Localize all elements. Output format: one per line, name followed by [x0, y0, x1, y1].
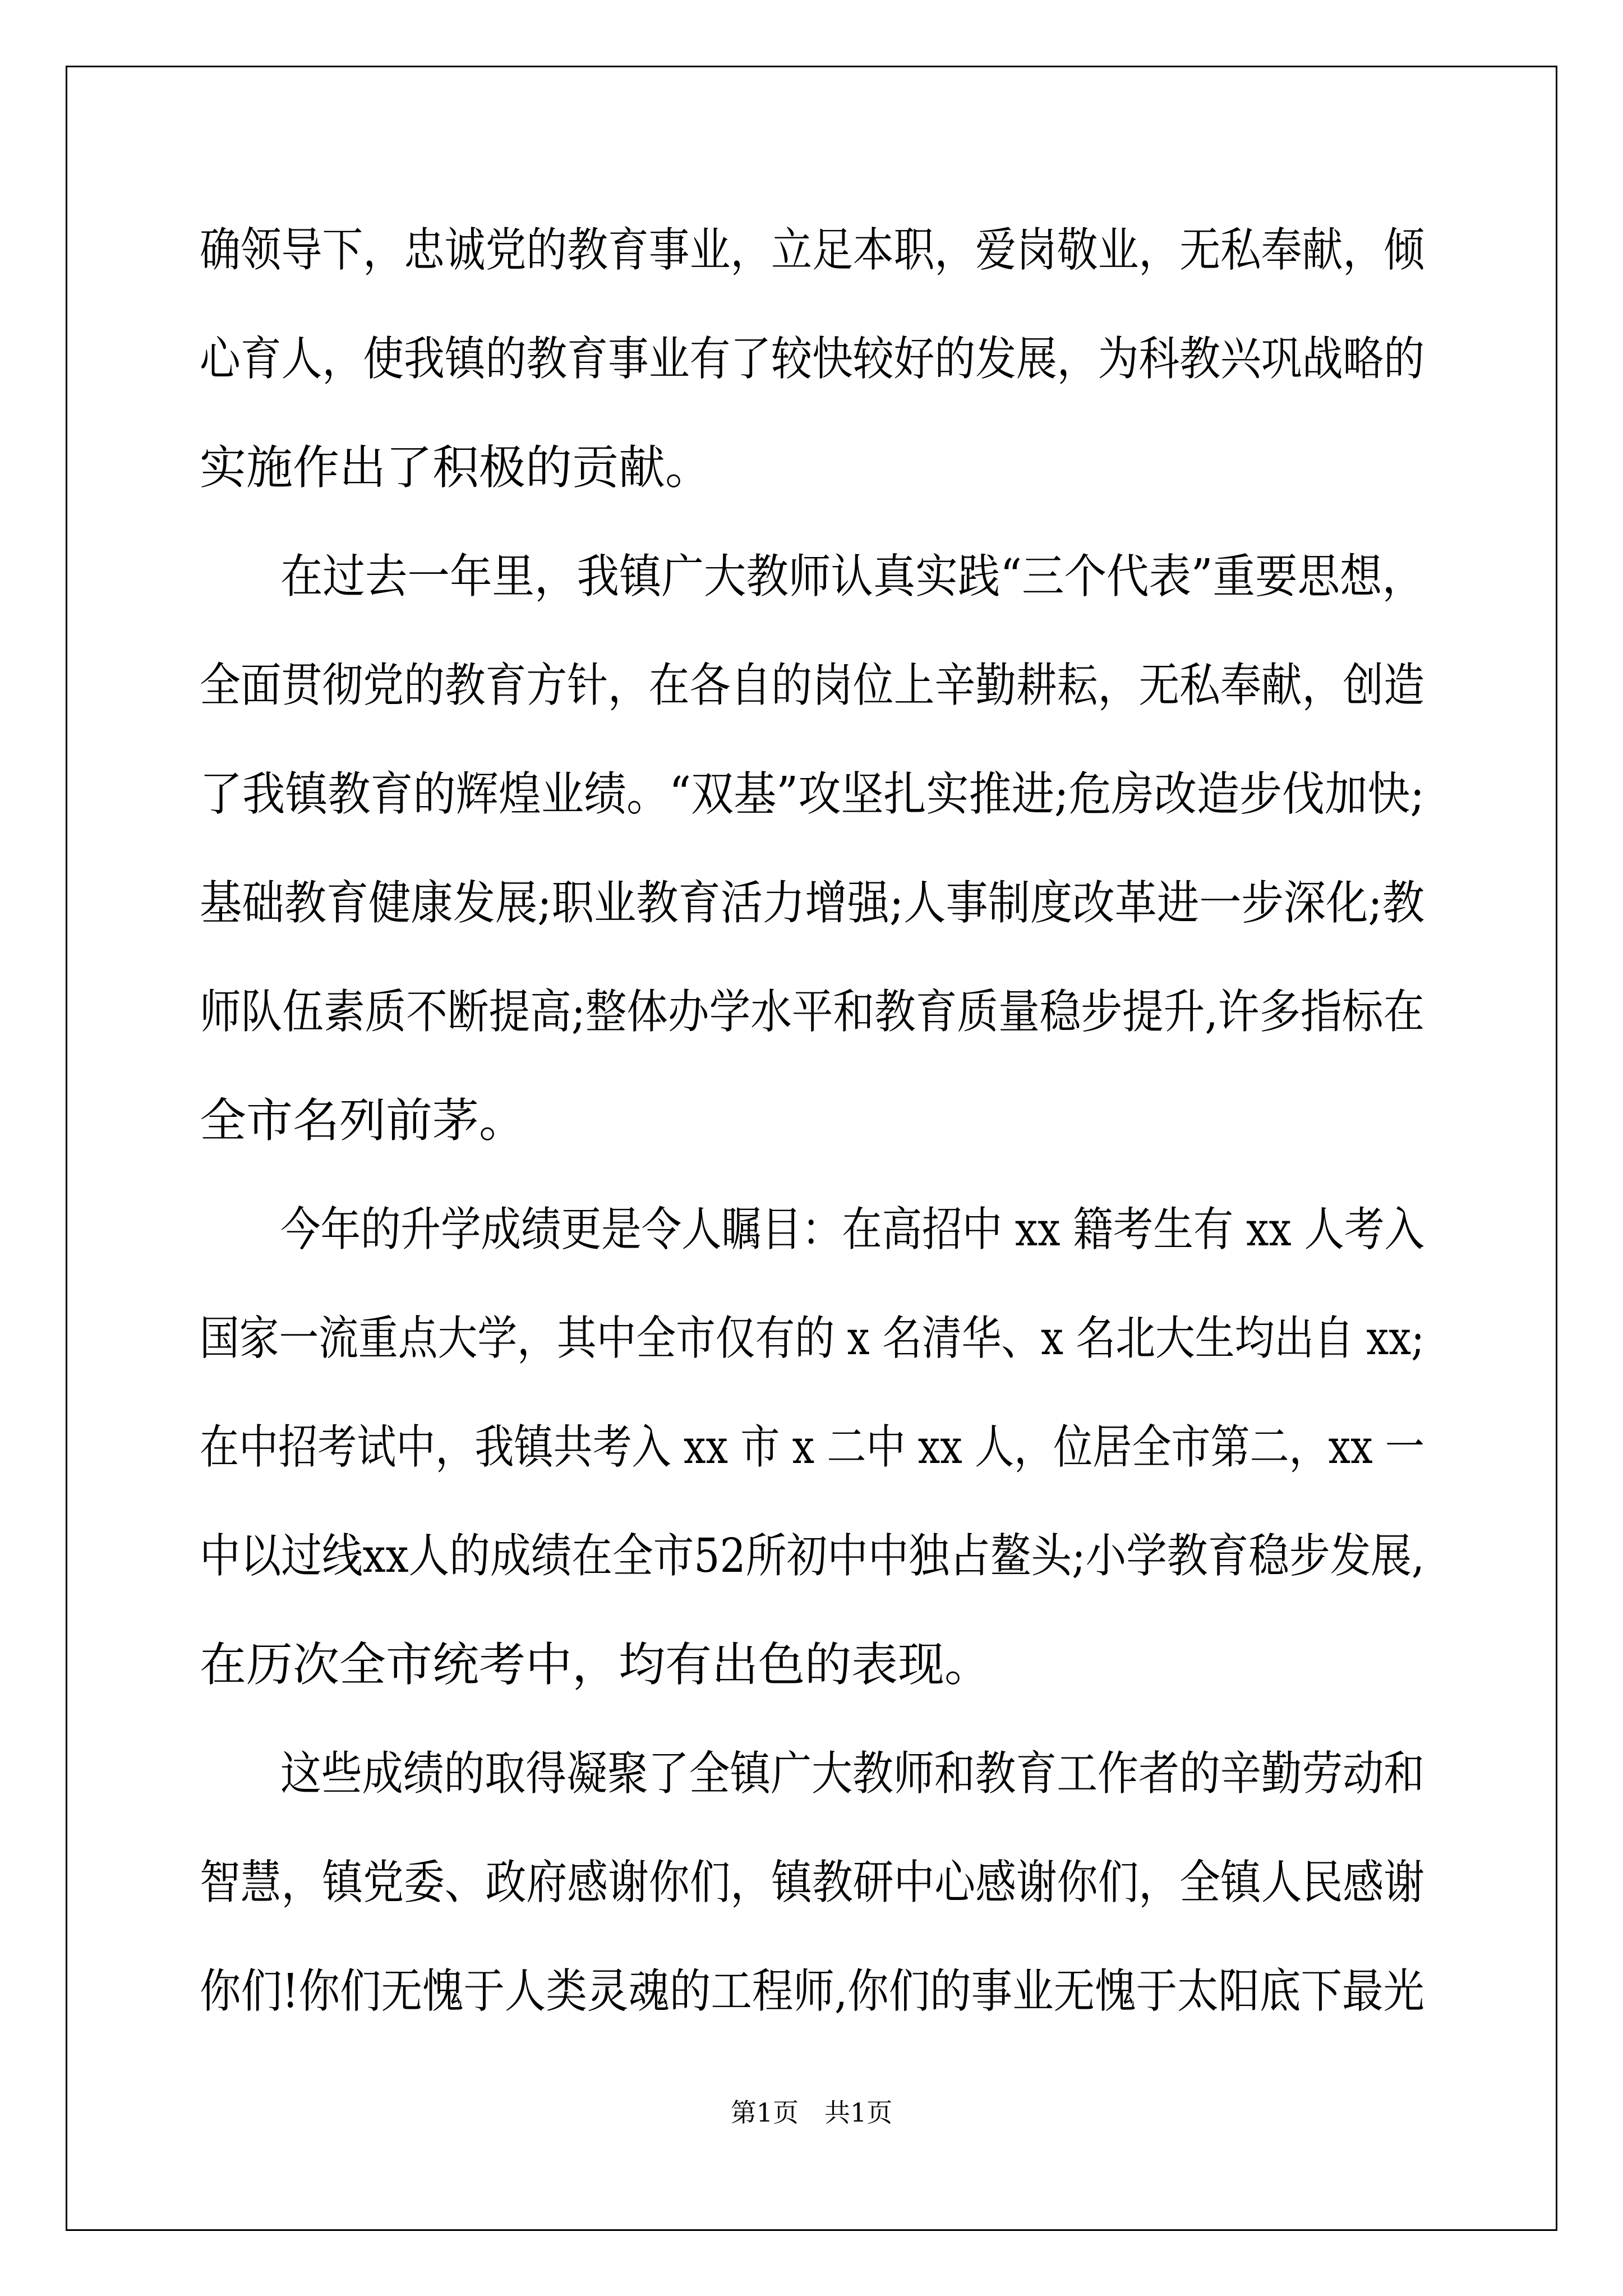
text-line: 心育人，使我镇的教育事业有了较快较好的发展，为科教兴巩战略的	[200, 332, 1424, 386]
text-line: 在过去一年里，我镇广大教师认真实践“三个代表”重要思想，	[280, 549, 1424, 604]
text-line: 智慧，镇党委、政府感谢你们，镇教研中心感谢你们，全镇人民感谢	[200, 1855, 1424, 1910]
text-line: 实施作出了积极的贡献。	[200, 440, 712, 495]
text-line: 全市名列前茅。	[200, 1093, 525, 1148]
text-line: 了我镇教育的辉煌业绩。“双基”攻坚扎实推进;危房改造步伐加快;	[200, 767, 1424, 821]
text-line: 基础教育健康发展;职业教育活力增强;人事制度改革进一步深化;教	[200, 876, 1424, 930]
text-line: 你们!你们无愧于人类灵魂的工程师,你们的事业无愧于太阳底下最光	[200, 1964, 1424, 2018]
text-line: 全面贯彻党的教育方针，在各自的岗位上辛勤耕耘，无私奉献，创造	[200, 658, 1424, 712]
text-line: 中以过线xx人的成绩在全市52所初中中独占鳌头;小学教育稳步发展,	[200, 1529, 1424, 1583]
text-line: 在历次全市统考中，均有出色的表现。	[200, 1637, 991, 1692]
text-line: 这些成绩的取得凝聚了全镇广大教师和教育工作者的辛勤劳动和	[280, 1746, 1424, 1801]
text-line: 师队伍素质不断提高;整体办学水平和教育质量稳步提升,许多指标在	[200, 984, 1424, 1039]
text-line: 今年的升学成绩更是令人瞩目：在高招中 xx 籍考生有 xx 人考入	[280, 1202, 1424, 1257]
text-line: 确领导下，忠诚党的教育事业，立足本职，爱岗敬业，无私奉献，倾	[200, 223, 1424, 277]
text-line: 国家一流重点大学，其中全市仅有的 x 名清华、x 名北大生均出自 xx;	[200, 1311, 1424, 1365]
text-line: 在中招考试中，我镇共考入 xx 市 x 二中 xx 人，位居全市第二，xx 一	[200, 1420, 1424, 1474]
page-footer: 第1页 共1页	[730, 2097, 893, 2128]
